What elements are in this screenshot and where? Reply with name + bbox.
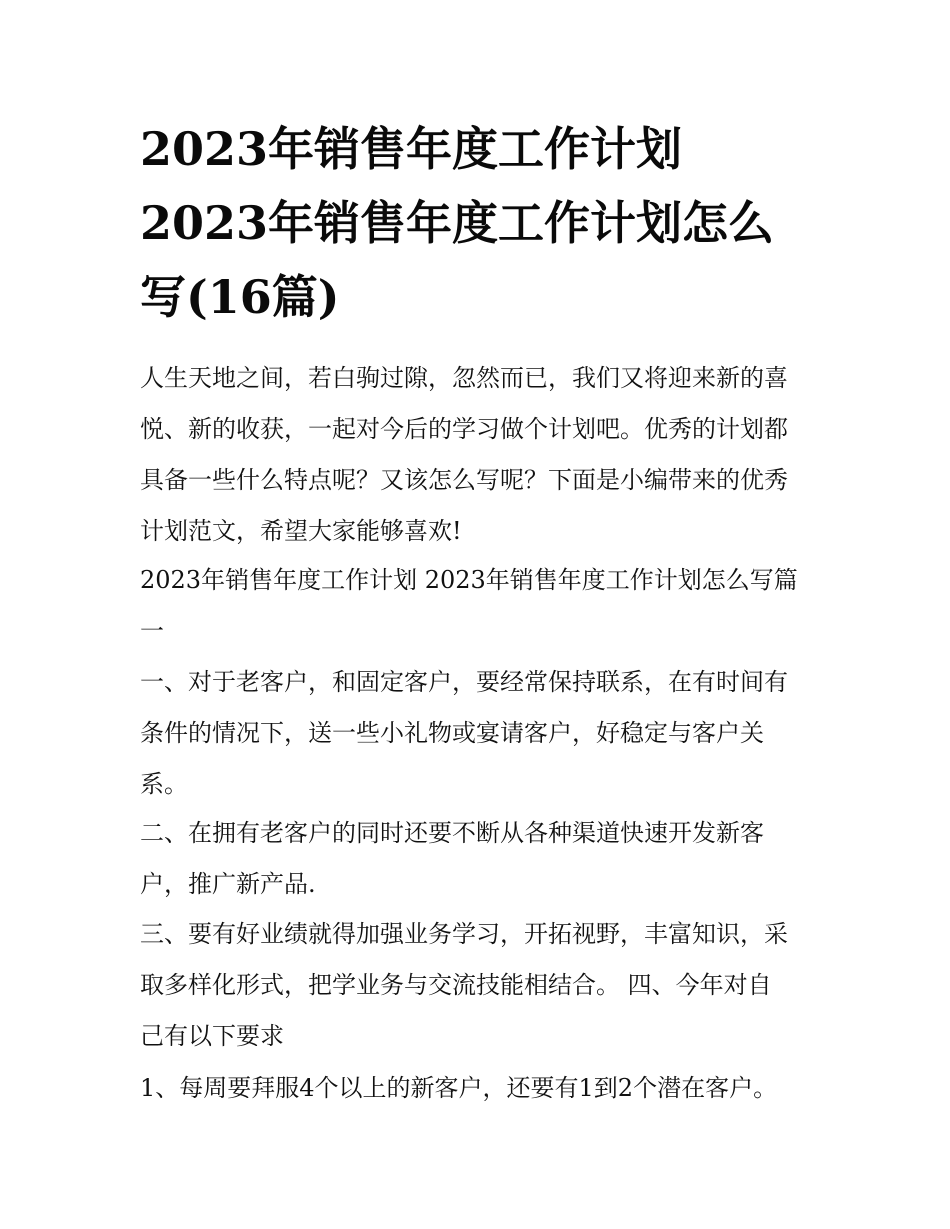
- item-three-paragraph: [140, 909, 820, 1062]
- paragraph-line: 己有以下要求: [140, 1022, 284, 1050]
- paragraph-line: 人生天地之间，若白驹过隙，忽然而已，我们又将迎来新的喜: [140, 364, 788, 392]
- item-one-paragraph: [140, 657, 820, 810]
- paragraph-line: 户，推广新产品.: [140, 870, 316, 898]
- document-title-line-2: 2023年销售年度工作计划怎么: [140, 196, 775, 250]
- paragraph-line: 悦、新的收获，一起对今后的学习做个计划吧。优秀的计划都: [140, 415, 788, 443]
- paragraph-line: 系。: [140, 770, 188, 798]
- paragraph-line: 1、每周要拜服4个以上的新客户，还要有1到2个潜在客户。: [140, 1074, 778, 1102]
- paragraph-line: 具备一些什么特点呢？又该怎么写呢？下面是小编带来的优秀: [140, 466, 788, 494]
- document-title-line-3: 写(16篇): [140, 270, 340, 324]
- section-heading-paragraph: [140, 555, 820, 657]
- item-two-paragraph: [140, 808, 820, 910]
- paragraph-line: 计划范文，希望大家能够喜欢!: [140, 517, 462, 545]
- paragraph-line: 三、要有好业绩就得加强业务学习，开拓视野，丰富知识，采: [140, 920, 788, 948]
- intro-paragraph: [140, 353, 820, 557]
- paragraph-line: 一、对于老客户，和固定客户，要经常保持联系，在有时间有: [140, 668, 788, 696]
- paragraph-line: 二、在拥有老客户的同时还要不断从各种渠道快速开发新客: [140, 819, 764, 847]
- document-title-line-1: 2023年销售年度工作计划: [140, 122, 683, 176]
- paragraph-line: 一: [140, 617, 164, 645]
- paragraph-line: 条件的情况下，送一些小礼物或宴请客户，好稳定与客户关: [140, 719, 764, 747]
- paragraph-line: 2023年销售年度工作计划 2023年销售年度工作计划怎么写篇: [140, 566, 798, 594]
- paragraph-line: 取多样化形式，把学业务与交流技能相结合。 四、今年对自: [140, 971, 772, 999]
- requirement-one-paragraph: [140, 1063, 820, 1114]
